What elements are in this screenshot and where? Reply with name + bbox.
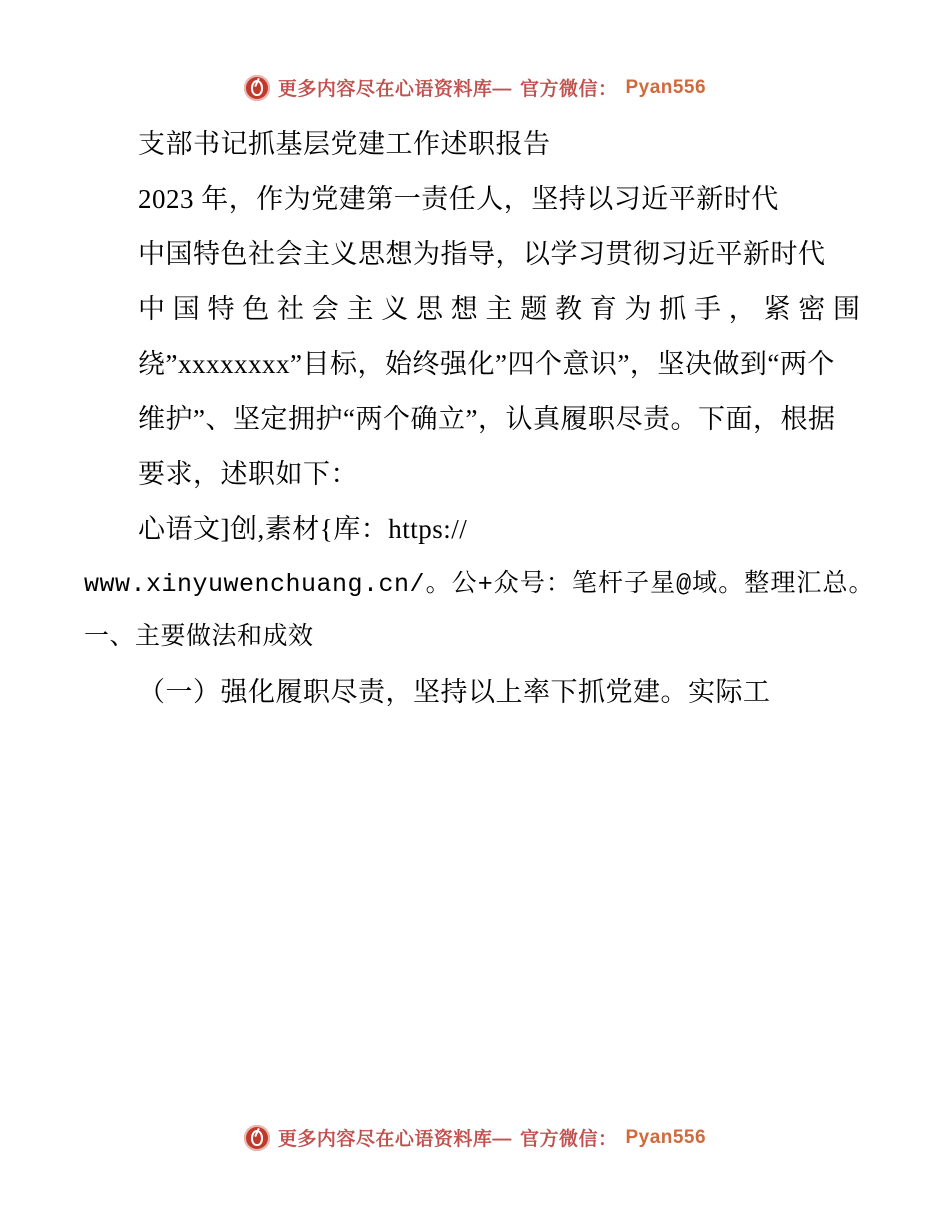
paragraph-8-source-url: www.xinyuwenchuang.cn/。公+众号：笔杆子星@域。整理汇总。一、主要做法和成效 <box>84 570 874 652</box>
paragraph-6: 要求，述职如下： <box>138 459 358 489</box>
paragraph-5: 维护”、坚定拥护“两个确立”，认真履职尽责。下面，根据 <box>138 404 836 434</box>
watermark-banner-top <box>0 74 950 101</box>
paragraph-4: 绕”xxxxxxxx”目标，始终强化”四个意识”，坚决做到“两个 <box>138 349 835 379</box>
document-body <box>84 118 874 721</box>
watermark-wechat-code: Pyan556 <box>625 76 707 98</box>
watermark-main-text: 更多内容尽在心语资料库— <box>277 79 512 100</box>
watermark-sub-text: 官方微信： <box>519 1129 618 1150</box>
document-title: 支部书记抓基层党建工作述职报告 <box>138 129 551 159</box>
paragraph-9: （一）强化履职尽责，坚持以上率下抓党建。实际工 <box>138 677 771 707</box>
paragraph-1: 2023 年，作为党建第一责任人，坚持以习近平新时代 <box>138 184 779 214</box>
paragraph-2: 中国特色社会主义思想为指导，以学习贯彻习近平新时代 <box>138 239 826 269</box>
seal-logo-icon <box>244 1125 270 1151</box>
paragraph-7-source-head: 心语文]创,素材{库：https:// <box>138 514 468 544</box>
watermark-main-text: 更多内容尽在心语资料库— <box>277 1129 512 1150</box>
seal-logo-icon <box>244 75 270 101</box>
watermark-sub-text: 官方微信： <box>519 79 618 100</box>
watermark-banner-bottom <box>0 1124 950 1151</box>
paragraph-3: 中 国 特 色 社 会 主 义 思 想 主 题 教 育 为 抓 手 ， 紧 密 围 <box>138 294 861 324</box>
watermark-wechat-code: Pyan556 <box>625 1126 707 1148</box>
